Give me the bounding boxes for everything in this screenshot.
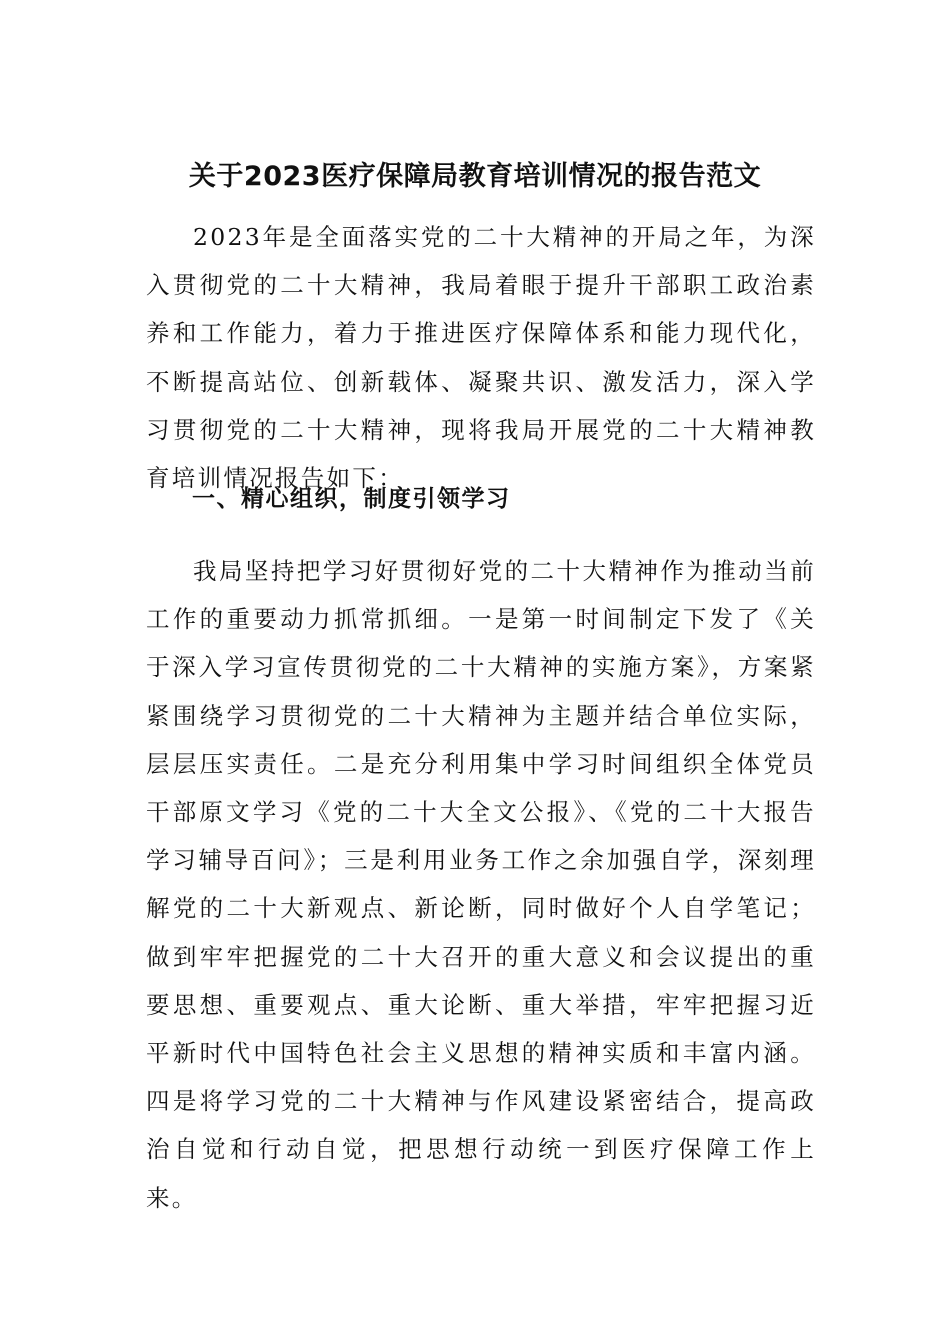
document-title: 关于2023医疗保障局教育培训情况的报告范文 bbox=[188, 161, 762, 192]
section-heading: 一、精心组织，制度引领学习 bbox=[192, 486, 511, 512]
section-paragraph: 我局坚持把学习好贯彻好党的二十大精神作为推动当前工作的重要动力抓常抓细。一是第一时间制定下发了《关于深入学习宣传贯彻党的二十大精神的实施方案》，方案紧紧围绕学习贯彻党的二十大精神为主题并结合单位实际，层层压实责任。二是充分利用集中学习时间组织全体党员干部原文学习《党的二十大全文公报》、《党的二十大报告学习辅导百问》；三是利用业务工作之余加强自学，深刻理解党的二十大新观点、新论断，同时做好个人自学笔记；做到牢牢把握党的二十大召开的重大意义和会议提出的重要思想、重要观点、重大论断、重大举措，牢牢把握习近平新时代中国特色社会主义思想的精神实质和丰富内涵。四是将学习党的二十大精神与作风建设紧密结合，提高政治自觉和行动自觉，把思想行动统一到医疗保障工作上来。 bbox=[146, 557, 816, 1212]
intro-paragraph: 2023年是全面落实党的二十大精神的开局之年，为深入贯彻党的二十大精神，我局着眼于提升干部职工政治素养和工作能力，着力于推进医疗保障体系和能力现代化，不断提高站位、创新载体、凝聚共识、激发活力，深入学习贯彻党的二十大精神，现将我局开展党的二十大精神教育培训情况报告如下： bbox=[146, 223, 816, 493]
